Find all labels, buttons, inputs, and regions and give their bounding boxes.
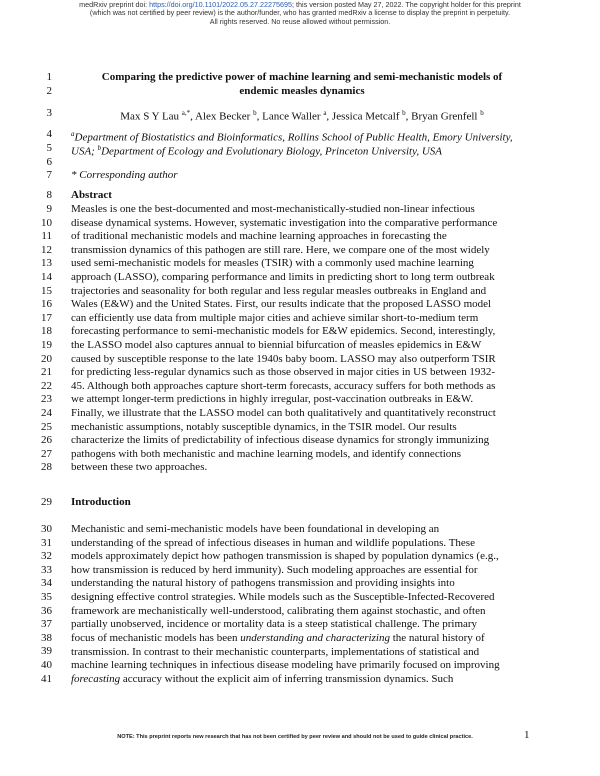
abstract-line: between these two approaches.: [71, 461, 208, 474]
abstract-line: we attempt longer-term predictions in highly irregular, post-vaccination outbreaks in E&W.: [71, 393, 474, 406]
line-number: 32: [41, 550, 52, 563]
abstract-line: trajectories and seasonality for both regular and less regular measles outbreaks in England and: [71, 284, 487, 297]
abstract-line: the LASSO model also captures annual to biennial bifurcation of measles epidemics in E&W: [71, 339, 482, 351]
line-number: 20: [41, 352, 52, 365]
intro-line-41: forecasting accuracy without the explicit aim of inferring transmission dynamics. Such: [71, 672, 454, 685]
abstract-line: characterize the limits of predictability of infectious disease dynamics for strongly immunizing: [71, 434, 490, 447]
line-number: 35: [41, 591, 52, 603]
line-number: 39: [41, 645, 52, 658]
line-number: 33: [41, 563, 52, 576]
line-number: 40: [41, 659, 52, 671]
line-number: 27: [41, 447, 52, 460]
title-line-1: Comparing the predictive power of machine learning and semi-mechanistic models of: [101, 71, 503, 83]
header-prefix: medRxiv preprint doi:: [79, 0, 150, 9]
preprint-footer-note: NOTE: This preprint reports new research that has not been certified by peer review and should not be used to guide clinical practice.: [117, 734, 473, 740]
preprint-header: [0, 0, 600, 26]
abstract-line: of traditional mechanistic models and machine learning approaches in forecasting the: [71, 230, 447, 243]
author-list: Max S Y Lau $^{a,*}$, Alex Becker $^b$, Lance Waller $^a$, Jessica Metcalf $^b$, Bryan Grenfell $^b$: [120, 109, 484, 123]
intro-line-40: machine learning techniques in infectious disease modeling have primarily focused on improving: [71, 659, 500, 672]
abstract-line: disease dynamical systems. However, systematic investigation into the comparative performance: [71, 216, 498, 229]
line-number: 24: [41, 407, 52, 419]
doi-link[interactable]: https://doi.org/10.1101/2022.05.27.22275695: [149, 0, 293, 9]
abstract-line: Measles is one the best-documented and most-mechanistically-studied non-linear infectious: [71, 203, 475, 215]
line-number: 12: [41, 243, 52, 256]
affiliation-line-2: USA; $^b$Department of Ecology and Evolutionary Biology, Princeton University, USA: [71, 144, 443, 158]
line-number: 13: [41, 257, 52, 270]
line-number: 21: [41, 366, 52, 379]
abstract-heading: Abstract: [71, 189, 112, 201]
abstract-line: forecasting performance to semi-mechanistic models for E&W epidemics. Second, interestingly,: [71, 325, 496, 338]
line-number: 15: [41, 284, 52, 297]
line-number: 31: [41, 536, 52, 549]
line-number: 34: [41, 577, 52, 590]
abstract-line: mechanistic assumptions, notably susceptible dynamics, in the TSIR model. Our results: [71, 420, 457, 433]
line-number: 11: [41, 230, 52, 243]
corresponding-author-note: * Corresponding author: [71, 169, 178, 181]
line-number: 36: [41, 604, 52, 617]
line-number: 10: [41, 216, 52, 229]
line-number: 6: [46, 156, 52, 168]
abstract-line: caused by susceptible response to the late 1940s baby boom. LASSO may also outperform TSIR: [71, 352, 496, 365]
line-number: 37: [41, 618, 52, 631]
intro-line: partially unobserved, incidence or mortality data is a steep statistical challenge. The primary: [71, 618, 478, 631]
line-number: 26: [41, 434, 52, 447]
line-number: 14: [41, 271, 52, 283]
line-number: 4: [46, 128, 52, 140]
header-line-2: (which was not certified by peer review) is the author/funder, who has granted medRxiv a license to display the preprint in perpetuity.: [89, 8, 511, 18]
intro-line: understanding of the spread of infectious diseases in human and wildlife populations. These: [71, 536, 475, 549]
abstract-line: can efficiently use data from multiple major cities and achieve similar short-to-medium term: [71, 311, 479, 324]
header-line-3: All rights reserved. No reuse allowed without permission.: [209, 16, 391, 26]
abstract-line: Wales (E&W) and the United States. First, our results indicate that the proposed LASSO model: [71, 298, 492, 311]
line-number: 16: [41, 298, 52, 311]
line-number: 29: [41, 496, 52, 508]
intro-line: Mechanistic and semi-mechanistic models have been foundational in developing an: [71, 523, 440, 535]
line-number: 38: [41, 631, 52, 644]
affiliation-line-1: $^a$Department of Biostatistics and Bioinformatics, Rollins School of Public Health, Emory University,: [71, 130, 513, 144]
line-number: 5: [46, 142, 52, 154]
abstract-line: pathogens with both mechanistic and machine learning models, and identify connections: [71, 447, 462, 460]
abstract-line: used semi-mechanistic models for measles (TSIR) with a commonly used machine learning: [71, 257, 474, 270]
abstract-line: for predicting less-regular dynamics such as those observed in major cities in US between 1932-: [71, 366, 495, 379]
line-number: 18: [41, 325, 52, 338]
intro-line: framework are mechanistically well-understood, calibrating them against stochastic, and often: [71, 604, 486, 617]
line-number: 8: [46, 189, 52, 201]
line-number: 41: [41, 672, 52, 685]
line-number: 25: [41, 420, 52, 433]
introduction-heading: Introduction: [71, 496, 131, 508]
title-line-2: endemic measles dynamics: [239, 85, 365, 97]
abstract-line: 45. Although both approaches capture short-term forecasts, accuracy suffers for both methods as: [71, 379, 496, 392]
line-number: 9: [46, 203, 52, 215]
line-number: 1: [46, 71, 52, 83]
intro-line-39: transmission. In contrast to their mechanistic counterparts, implementations of statistical and: [71, 645, 480, 658]
line-number: 23: [41, 393, 52, 406]
abstract-line: transmission dynamics of this pathogen are still rare. Here, we compare one of the most widely: [71, 243, 490, 256]
intro-line: how transmission is reduced by herd immunity). Such modeling approaches are essential for: [71, 563, 478, 576]
abstract-line: Finally, we illustrate that the LASSO model can both qualitatively and quantitatively reconstruct: [71, 407, 496, 419]
line-number: 22: [41, 379, 52, 392]
line-number: 30: [41, 523, 52, 535]
intro-line: understanding the natural history of pathogens transmission and providing insights into: [71, 577, 455, 590]
page-number: 1: [524, 729, 530, 741]
line-number: 3: [46, 107, 52, 119]
line-number: 19: [41, 339, 52, 351]
line-number: 2: [46, 85, 52, 97]
abstract-line: approach (LASSO), comparing performance and limits in predicting short to long term outbreak: [71, 271, 495, 283]
intro-line-38: focus of mechanistic models has been understanding and characterizing the natural history of: [71, 632, 485, 644]
intro-line: designing effective control strategies. While models such as the Susceptible-Infected-Recovered: [71, 591, 495, 603]
line-number: 28: [41, 461, 52, 474]
line-number: 17: [41, 311, 52, 324]
header-line-1-rest: ; this version posted May 27, 2022. The copyright holder for this preprint: [292, 0, 521, 9]
line-number: 7: [46, 169, 52, 181]
intro-line: models approximately depict how pathogen transmission is shaped by population dynamics (e.g.,: [71, 550, 499, 563]
